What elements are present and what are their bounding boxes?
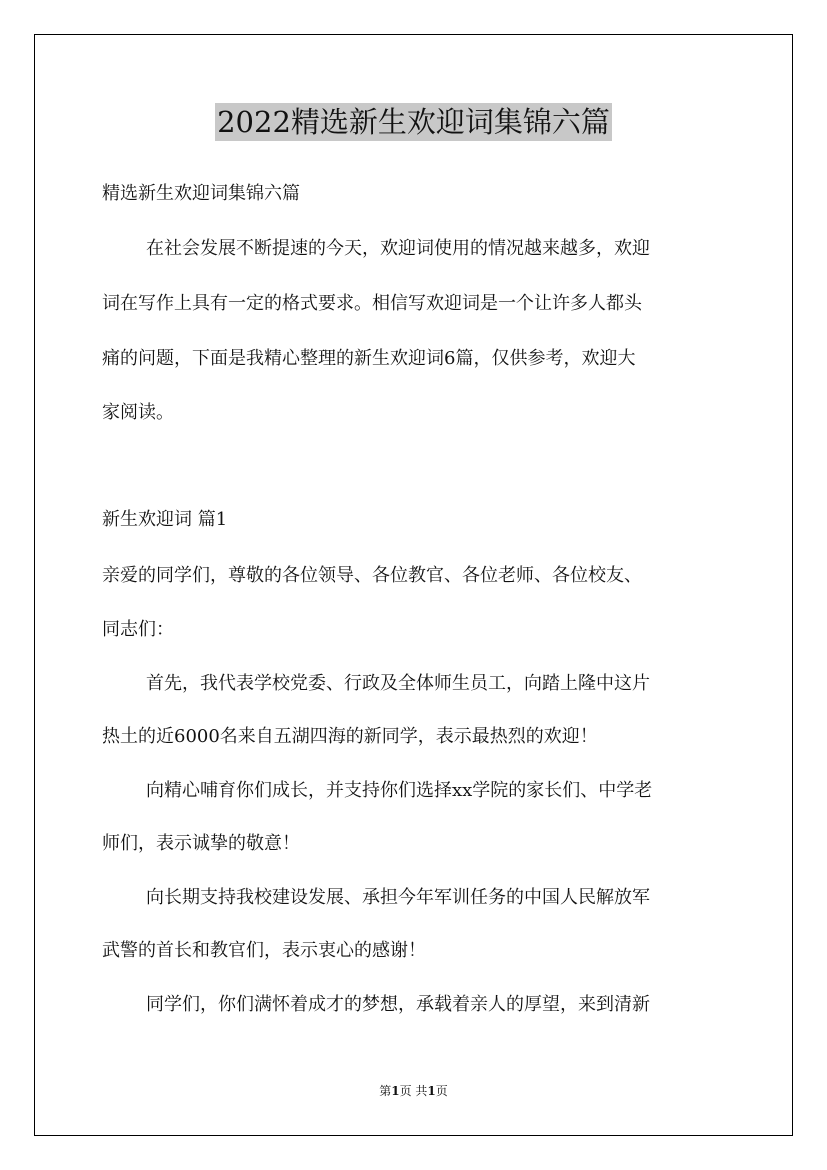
intro-line-1: 在社会发展不断提速的今天，欢迎词使用的情况越来越多，欢迎 — [146, 238, 650, 259]
intro-line-3: 痛的问题，下面是我精心整理的新生欢迎词6篇，仅供参考，欢迎大 — [102, 348, 636, 369]
body-line-2: 同志们： — [102, 619, 174, 640]
section-heading: 新生欢迎词 篇1 — [102, 509, 228, 530]
footer-page-total: 1 — [427, 1084, 436, 1098]
page-footer — [0, 1083, 827, 1099]
footer-page-prefix: 第 — [379, 1084, 392, 1098]
document-title-text: 2022精选新生欢迎词集锦六篇 — [217, 105, 610, 139]
document-title — [0, 100, 827, 144]
intro-line-4: 家阅读。 — [102, 402, 174, 423]
body-line-5: 向精心哺育你们成长，并支持你们选择xx学院的家长们、中学老 — [146, 780, 653, 801]
body-line-4: 热土的近6000名来自五湖四海的新同学，表示最热烈的欢迎！ — [102, 726, 598, 747]
intro-line-2: 词在写作上具有一定的格式要求。相信写欢迎词是一个让许多人都头 — [102, 293, 642, 314]
footer-page-suffix: 页 — [435, 1084, 448, 1098]
document-subtitle: 精选新生欢迎词集锦六篇 — [102, 183, 300, 204]
body-line-3: 首先，我代表学校党委、行政及全体师生员工，向踏上隆中这片 — [146, 673, 650, 694]
footer-page-mid: 页 共 — [399, 1084, 428, 1098]
footer-page-current: 1 — [391, 1084, 400, 1098]
body-line-6: 师们，表示诚挚的敬意！ — [102, 833, 300, 854]
body-line-9: 同学们，你们满怀着成才的梦想，承载着亲人的厚望，来到清新 — [146, 994, 650, 1015]
body-line-1: 亲爱的同学们，尊敬的各位领导、各位教官、各位老师、各位校友、 — [102, 565, 642, 586]
body-line-7: 向长期支持我校建设发展、承担今年军训任务的中国人民解放军 — [146, 887, 650, 908]
body-line-8: 武警的首长和教官们，表示衷心的感谢！ — [102, 940, 426, 961]
